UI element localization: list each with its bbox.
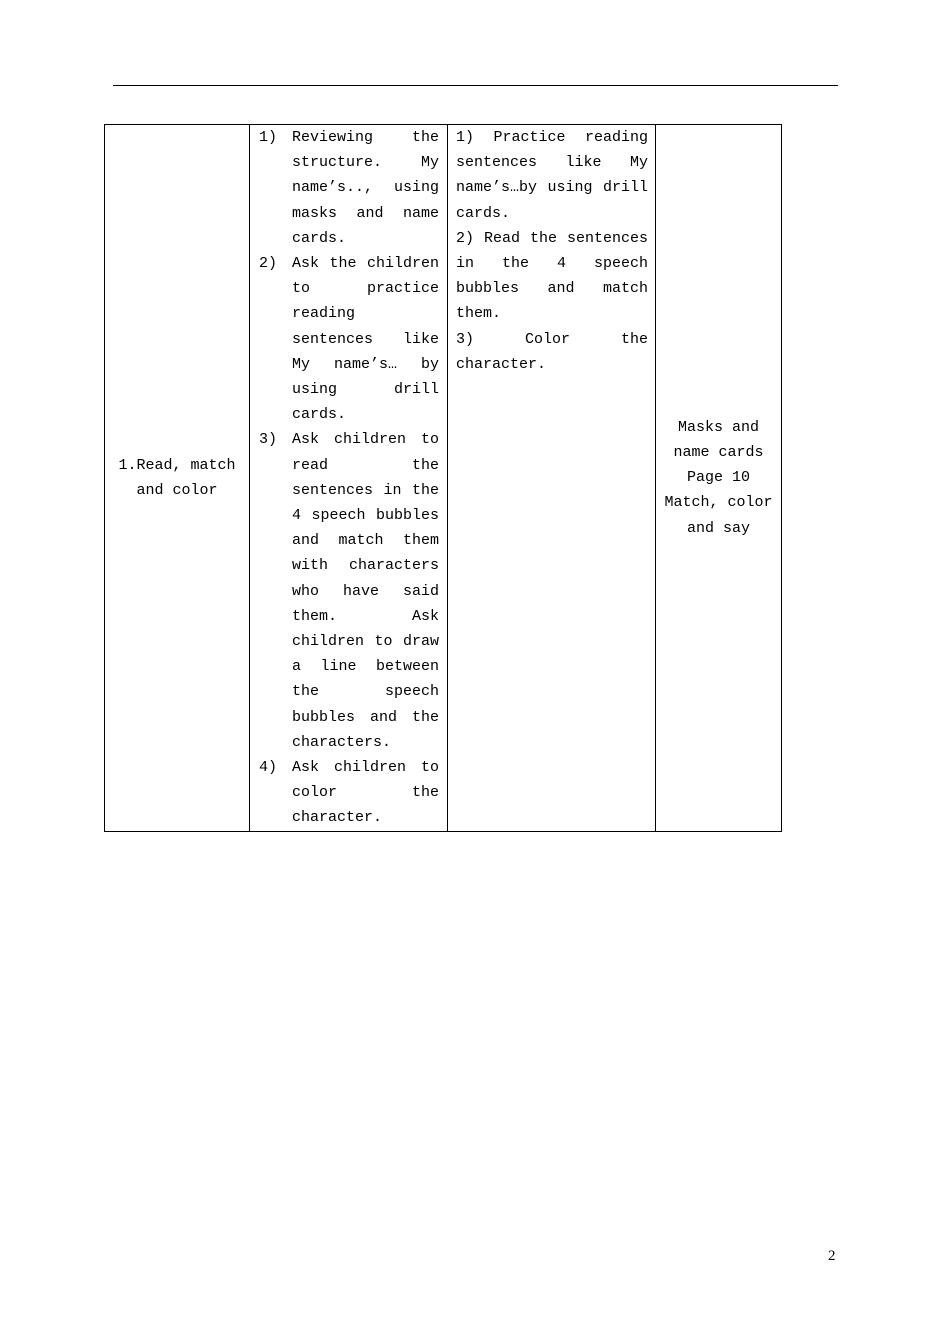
step-number: 4) — [259, 759, 278, 777]
step-cell — [105, 125, 250, 832]
list-item — [250, 125, 447, 251]
step-name: 1.Read, match and color — [118, 456, 236, 499]
step-number: 2) — [259, 255, 278, 273]
list-item — [250, 427, 447, 755]
step-text: Ask the children to practice reading sentences like My name’s… by using drill cards. — [292, 255, 439, 424]
teacher-activities-cell — [250, 125, 448, 832]
step-number: 3) — [259, 431, 278, 449]
step-number: 1) — [259, 129, 278, 146]
step-text: Reviewing the structure. My name’s.., using masks and name cards. — [292, 129, 439, 247]
list-item — [250, 755, 447, 831]
student-activities-cell — [448, 125, 656, 832]
resources-cell — [656, 125, 782, 832]
resources-text: Masks and name cards Page 10 Match, color and say — [664, 418, 773, 537]
step-text: Ask children to read the sentences in the 4 speech bubbles and match them with characters who have said them. Ask children to draw a line between the speech bubbles and the characters. — [292, 431, 439, 751]
list-item: 1) Practice reading sentences like My name’s…by using drill cards. — [456, 129, 648, 222]
list-item: 2) Read the sentences in the 4 speech bubbles and match them. — [456, 229, 648, 323]
list-item: 3) Color the character. — [456, 330, 648, 373]
header-rule — [113, 85, 838, 86]
student-activities-list — [448, 125, 655, 377]
list-item — [250, 251, 447, 427]
table-row — [105, 125, 782, 832]
page-number: 2 — [828, 1248, 836, 1264]
teacher-steps-list — [250, 125, 447, 831]
lesson-plan-table — [104, 124, 782, 832]
step-text: Ask children to color the character. — [292, 759, 439, 827]
